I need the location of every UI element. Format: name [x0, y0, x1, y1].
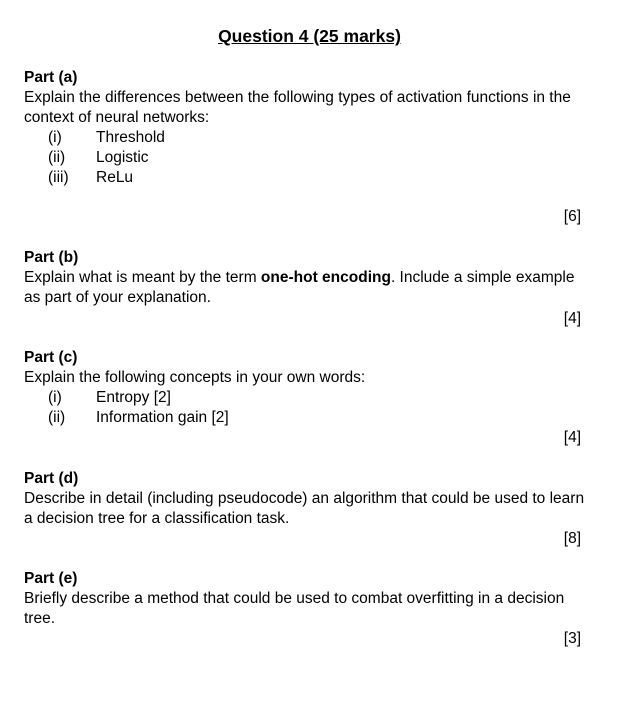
list-item-text: Information gain [2] — [96, 409, 229, 426]
part-b — [24, 248, 589, 308]
list-item-number: (i) — [48, 129, 62, 146]
list-item — [48, 388, 589, 408]
part-b-heading: Part (b) — [24, 249, 79, 266]
part-b-term: one-hot encoding — [260, 269, 391, 286]
part-c-heading: Part (c) — [24, 349, 78, 366]
part-b-text-end: . Include a simple example as part of your explanation. — [24, 269, 575, 306]
list-item-text: Threshold — [96, 129, 165, 146]
part-d-text: Describe in detail (including pseudocode) an algorithm that could be used to learn a decision tree for a classification task. — [24, 490, 585, 527]
part-a-text: Explain the differences between the following types of activation functions in the context of neural networks: — [24, 89, 571, 126]
part-d — [24, 469, 589, 529]
part-e-heading: Part (e) — [24, 570, 78, 587]
list-item — [48, 148, 589, 168]
part-b-marks: [4] — [563, 310, 581, 327]
part-e — [24, 569, 589, 629]
list-item-text: ReLu — [96, 169, 134, 186]
list-item-text: Logistic — [96, 149, 149, 166]
part-c-marks: [4] — [563, 429, 581, 446]
list-item-text: Entropy [2] — [96, 389, 171, 406]
part-e-marks: [3] — [563, 630, 581, 647]
list-item-number: (ii) — [48, 409, 66, 426]
part-d-marks: [8] — [563, 530, 581, 547]
list-item — [48, 168, 589, 188]
part-b-text — [24, 268, 589, 308]
list-item-number: (ii) — [48, 149, 66, 166]
list-item-number: (iii) — [48, 169, 69, 186]
part-a-list — [48, 128, 589, 188]
list-item — [48, 408, 589, 428]
list-item — [48, 128, 589, 148]
part-a-marks: [6] — [563, 208, 581, 225]
part-a — [24, 68, 589, 188]
part-a-heading: Part (a) — [24, 69, 78, 86]
part-c-list — [48, 388, 589, 428]
question-title: Question 4 (25 marks) — [218, 26, 401, 46]
list-item-number: (i) — [48, 389, 62, 406]
part-e-text: Briefly describe a method that could be used to combat overfitting in a decision tree. — [24, 590, 565, 627]
part-b-text-start: Explain what is meant by the term — [24, 269, 261, 286]
part-c — [24, 348, 589, 428]
part-d-heading: Part (d) — [24, 470, 79, 487]
part-c-text: Explain the following concepts in your own words: — [24, 369, 366, 386]
